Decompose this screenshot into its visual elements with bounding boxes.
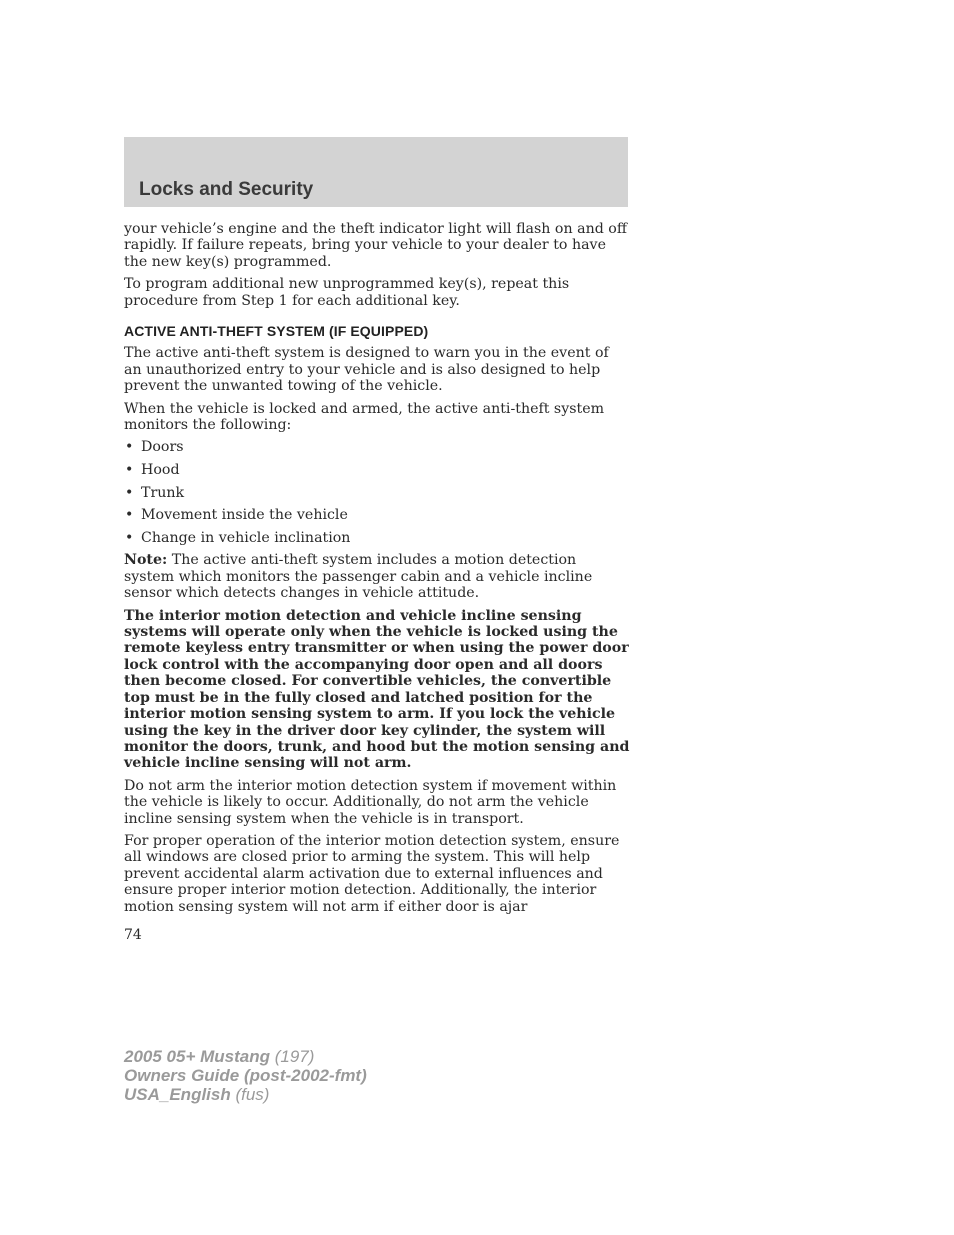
bullet-icon: • — [125, 462, 134, 479]
list-item — [124, 507, 630, 523]
footer-model: 2005 05+ Mustang — [124, 1047, 270, 1066]
note-paragraph — [124, 552, 630, 601]
list-item-text: Hood — [141, 462, 180, 479]
note-label: Note: — [124, 552, 168, 569]
bullet-icon: • — [125, 484, 134, 501]
intro-paragraph-1: your vehicle’s engine and the theft indicator light will flash on and off rapidly. If failure repeats, bring your vehicle to your dealer to have the new key(s) programmed. — [124, 221, 627, 270]
list-item-text: Change in vehicle inclination — [141, 529, 351, 546]
list-item — [124, 485, 630, 501]
footer-line-2 — [124, 1066, 367, 1085]
warning-paragraph: The interior motion detection and vehicle incline sensing systems will operate only when the vehicle is locked using the remote keyless entry transmitter or when using the power door lock control with the accompanying door open and all doors then become closed. For convertible vehicles, the convertible top must be in the fully closed and latched position for the interior motion sensing system to arm. If you lock the vehicle using the key in the driver door key cylinder, the system will monitor the doors, trunk, and hood but the motion sensing and vehicle incline sensing will not arm. — [124, 607, 630, 772]
page-number: 74 — [124, 927, 142, 943]
list-item — [124, 530, 630, 546]
bullet-icon: • — [125, 507, 134, 524]
footer-line-3 — [124, 1085, 367, 1104]
note-text: The active anti-theft system includes a motion detection system which monitors the passenger cabin and a vehicle incline sensor which detects changes in vehicle attitude. — [124, 552, 593, 602]
section-paragraph-1: The active anti-theft system is designed to warn you in the event of an unauthorized entry to your vehicle and is also designed to help prevent the unwanted towing of the vehicle. — [124, 345, 609, 395]
list-item — [124, 439, 630, 455]
footer-guide: Owners Guide (post-2002-fmt) — [124, 1066, 367, 1085]
page-title: Locks and Security — [139, 179, 314, 200]
bullet-icon: • — [125, 529, 134, 546]
footer-language: USA_English — [124, 1085, 231, 1104]
header-band — [124, 137, 628, 207]
monitor-list — [124, 439, 630, 546]
footer — [124, 1047, 367, 1104]
footer-model-code: (197) — [270, 1047, 315, 1066]
list-item-text: Movement inside the vehicle — [141, 507, 348, 524]
intro-paragraph-2: To program additional new unprogrammed key(s), repeat this procedure from Step 1 for each additional key. — [124, 276, 570, 309]
section-paragraph-3: Do not arm the interior motion detection system if movement within the vehicle is likely to occur. Additionally, do not arm the vehicle incline sensing system when the vehicle is in transport. — [124, 777, 617, 827]
footer-language-code: (fus) — [230, 1085, 270, 1104]
section-paragraph-4: For proper operation of the interior motion detection system, ensure all windows are closed prior to arming the system. This will help prevent accidental alarm activation due to external influences and ensure proper interior motion detection. Additionally, the interior motion sensing system will not arm if either door is ajar — [124, 832, 620, 915]
section-heading: ACTIVE ANTI-THEFT SYSTEM (IF EQUIPPED) — [124, 323, 429, 340]
footer-line-1 — [124, 1047, 367, 1066]
bullet-icon: • — [125, 439, 134, 456]
list-item — [124, 462, 630, 478]
main-content — [124, 221, 630, 921]
section-paragraph-2: When the vehicle is locked and armed, the active anti-theft system monitors the following: — [124, 400, 605, 434]
list-item-text: Doors — [141, 439, 184, 456]
list-item-text: Trunk — [141, 484, 185, 501]
